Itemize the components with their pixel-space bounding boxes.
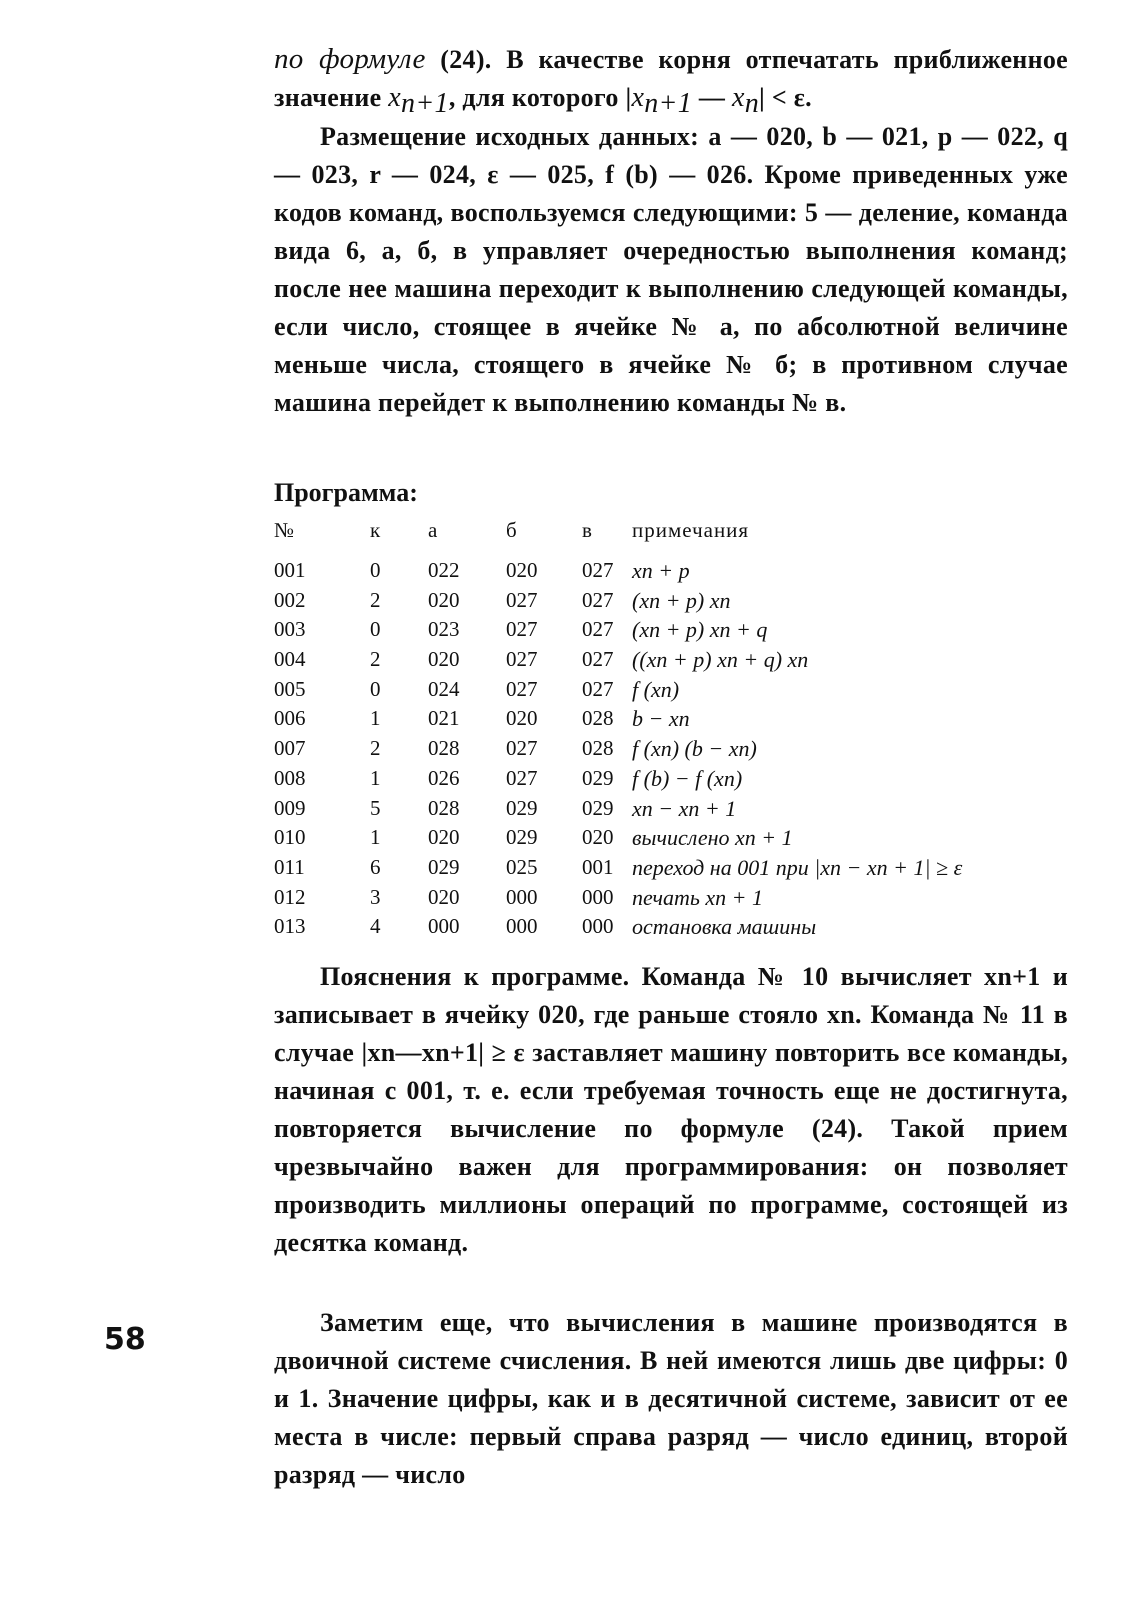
cell-b: 027 [506, 617, 538, 642]
table-row [274, 736, 1074, 766]
cell-v: 028 [582, 706, 614, 731]
cell-k: 6 [370, 854, 381, 879]
cell-no: 008 [274, 765, 306, 790]
table-row [274, 855, 1074, 885]
cell-a: 022 [428, 558, 460, 582]
table-row [274, 885, 1074, 915]
var-xn: x [731, 82, 745, 113]
cell-b: 000 [506, 914, 538, 939]
para2-text: Размещение исходных данных: a — 020, b — 021, p — 022, q — 023, r — 024, ε — 025, f (b) — 026. Кроме приведенных уже кодов команд, воспользуемся следующими: 5 — деление, команда вида 6, а, б, в управляет очередностью выполнения команд; после нее машина переходит к выполнению следующей команды, если число, стоящее в ячейке № а, по абсолютной величине меньше числа, стоящего в ячейке № б; в противном случае машина перейдет к выполнению команды № в. [274, 122, 1068, 417]
header-a: а [428, 518, 438, 542]
cell-no: 013 [274, 914, 306, 939]
cell-v: 029 [582, 765, 614, 790]
cell-a: 020 [428, 647, 460, 672]
cell-k: 0 [370, 558, 381, 582]
cell-b: 020 [506, 558, 538, 582]
cell-no: 004 [274, 647, 306, 672]
cell-b: 027 [506, 647, 538, 672]
cell-v: 027 [582, 617, 614, 642]
table-header [274, 518, 1074, 558]
cell-notes: (xn + p) xn + q [632, 617, 768, 643]
cell-k: 2 [370, 587, 381, 612]
header-b: б [506, 518, 517, 542]
cell-k: 2 [370, 647, 381, 672]
para1-text-d: | < ε. [759, 83, 812, 112]
sub-n: n [744, 88, 759, 120]
cell-notes: переход на 001 при |xn − xn + 1| ≥ ε [632, 854, 963, 880]
page-number: 58 [104, 1322, 146, 1357]
table-row [274, 647, 1074, 677]
var-x2: x [631, 82, 645, 113]
cell-a: 028 [428, 736, 460, 761]
cell-notes: остановка машины [632, 914, 817, 940]
cell-no: 011 [274, 854, 305, 879]
cell-no: 007 [274, 736, 306, 761]
cell-notes: f (b) − f (xn) [632, 765, 743, 791]
table-body [274, 558, 1074, 944]
cell-v: 027 [582, 558, 614, 582]
cell-notes: b − xn [632, 706, 690, 732]
cell-k: 1 [370, 765, 381, 790]
cell-b: 027 [506, 765, 538, 790]
cell-b: 029 [506, 825, 538, 850]
italic-lead: по формуле [274, 43, 426, 75]
paragraph-explanation [274, 958, 1068, 1262]
table-row [274, 796, 1074, 826]
header-k: к [370, 518, 381, 542]
cell-no: 009 [274, 795, 306, 820]
cell-k: 1 [370, 825, 381, 850]
cell-v: 028 [582, 736, 614, 761]
cell-a: 021 [428, 706, 460, 731]
cell-k: 4 [370, 914, 381, 939]
table-row [274, 825, 1074, 855]
para4-text: Заметим еще, что вычисления в машине производятся в двоичной системе счисления. В ней имеются лишь две цифры: 0 и 1. Значение цифры, как и в десятичной системе, зависит от ее места в числе: первый справа разряд — число единиц, второй разряд — число [274, 1308, 1068, 1489]
sub-n1: n+1 [401, 88, 449, 120]
cell-v: 027 [582, 647, 614, 672]
cell-v: 020 [582, 825, 614, 850]
cell-notes: ((xn + p) xn + q) xn [632, 647, 809, 673]
cell-no: 002 [274, 587, 306, 612]
cell-notes: f (xn) [632, 676, 680, 702]
cell-no: 010 [274, 825, 306, 850]
table-row [274, 766, 1074, 796]
cell-b: 027 [506, 736, 538, 761]
cell-no: 003 [274, 617, 306, 642]
para1-text-a: (24). В качестве корня отпечатать приближенное значение [274, 45, 1069, 112]
cell-no: 012 [274, 884, 306, 909]
cell-a: 023 [428, 617, 460, 642]
cell-notes: f (xn) (b − xn) [632, 736, 757, 762]
table-row [274, 558, 1074, 588]
program-table [274, 518, 1074, 944]
sub-n1b: n+1 [644, 88, 693, 120]
cell-k: 1 [370, 706, 381, 731]
cell-b: 000 [506, 884, 538, 909]
cell-a: 029 [428, 854, 460, 879]
header-notes: примечания [632, 518, 750, 542]
table-row [274, 914, 1074, 944]
cell-a: 020 [428, 884, 460, 909]
para1-text-b: , для которого | [448, 83, 632, 112]
cell-k: 2 [370, 736, 381, 761]
para1-text-c: — [692, 83, 732, 112]
cell-a: 024 [428, 676, 460, 701]
paragraph-data-placement [274, 118, 1068, 422]
cell-notes: xn + p [632, 558, 690, 583]
cell-a: 026 [428, 765, 460, 790]
cell-k: 5 [370, 795, 381, 820]
cell-v: 029 [582, 795, 614, 820]
table-row [274, 617, 1074, 647]
paragraph-continuation [274, 40, 1068, 123]
cell-v: 001 [582, 854, 614, 879]
cell-notes: xn − xn + 1 [632, 795, 737, 821]
cell-v: 027 [582, 587, 614, 612]
cell-notes: (xn + p) xn [632, 587, 731, 613]
cell-k: 0 [370, 617, 381, 642]
cell-b: 027 [506, 676, 538, 701]
cell-a: 000 [428, 914, 460, 939]
cell-k: 0 [370, 676, 381, 701]
cell-v: 000 [582, 914, 614, 939]
cell-b: 025 [506, 854, 538, 879]
cell-b: 029 [506, 795, 538, 820]
cell-a: 028 [428, 795, 460, 820]
cell-v: 027 [582, 676, 614, 701]
program-title: Программа: [274, 478, 418, 507]
table-row [274, 677, 1074, 707]
table-row [274, 706, 1074, 736]
cell-no: 005 [274, 676, 306, 701]
cell-notes: печать xn + 1 [632, 884, 763, 910]
cell-notes: вычислено xn + 1 [632, 825, 793, 851]
header-no: № [274, 518, 295, 542]
para3-text: Пояснения к программе. Команда № 10 вычисляет xn+1 и записывает в ячейку 020, где раньше стояло xn. Команда № 11 в случае |xn—xn+1| ≥ ε заставляет машину повторить все команды, начиная с 001, т. е. если требуемая точность еще не достигнута, повторяется вычисление по формуле (24). Такой прием чрезвычайно важен для программирования: он позволяет производить миллионы операций по программе, состоящей из десятка команд. [274, 962, 1068, 1257]
cell-v: 000 [582, 884, 614, 909]
paragraph-binary [274, 1304, 1068, 1494]
cell-k: 3 [370, 884, 381, 909]
cell-b: 020 [506, 706, 538, 731]
var-x: x [388, 82, 402, 113]
cell-b: 027 [506, 587, 538, 612]
cell-a: 020 [428, 825, 460, 850]
table-row [274, 588, 1074, 618]
cell-no: 006 [274, 706, 306, 731]
cell-a: 020 [428, 587, 460, 612]
header-v: в [582, 518, 592, 542]
cell-no: 001 [274, 558, 306, 582]
